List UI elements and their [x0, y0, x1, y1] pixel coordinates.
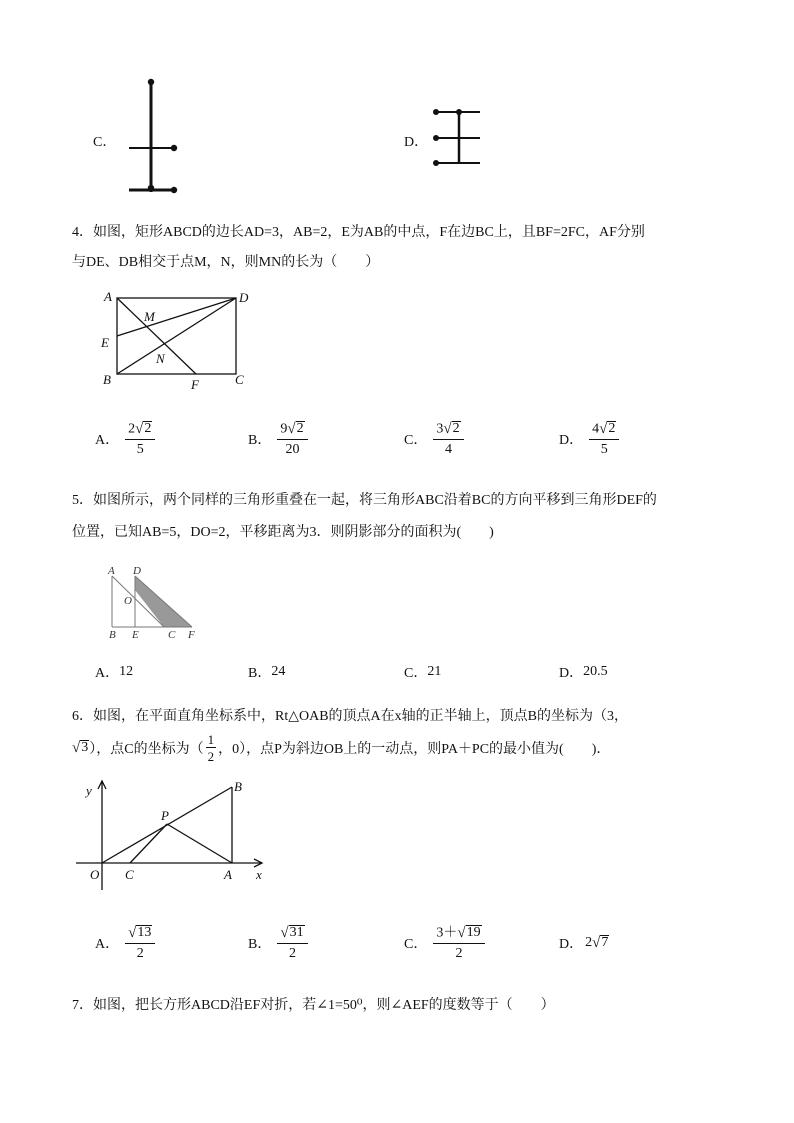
q6-half-fraction: $\frac{1}{2}$ — [207, 732, 215, 764]
q5-option-c[interactable]: C． 21 — [404, 664, 442, 681]
q4-option-d[interactable]: D． 4 √ 2 5 — [559, 421, 619, 457]
q6-label-a: A — [224, 867, 232, 882]
q5-label-o: O — [124, 595, 132, 607]
q5-option-d[interactable]: D． 20.5 — [559, 664, 608, 681]
q3-option-c-figure — [120, 76, 190, 198]
q4-question-line-2: 与DE、DB相交于点M，N，则MN的长为（ ） — [72, 255, 380, 270]
q5-question-line-2: 位置，已知AB=5，DO=2，平移距离为3．则阴影部分的面积为( ) — [72, 525, 494, 540]
q4-label-e: E — [101, 335, 109, 350]
q5-label-d: D — [133, 565, 141, 577]
q6-coordinate-figure — [72, 775, 272, 895]
q6-sqrt3: √ 3 — [72, 739, 89, 756]
q6-option-d[interactable]: D． 2 √ 7 — [559, 934, 609, 952]
q5-label-f: F — [188, 629, 195, 641]
q7-question-line-1: 7．如图，把长方形ABCD沿EF对折，若∠1=50⁰，则∠AEF的度数等于（ ） — [72, 998, 555, 1013]
q4-label-m: M — [144, 309, 155, 324]
q5-label-b: B — [109, 629, 116, 641]
q3-option-c-label[interactable]: C． — [93, 135, 117, 150]
q6-label-b: B — [234, 779, 242, 794]
q4-option-a[interactable]: A． 2 √ 2 5 — [95, 421, 155, 457]
q5-question-line-1: 5．如图所示，两个同样的三角形重叠在一起，将三角形ABC沿着BC的方向平移到三角形DEF的 — [72, 493, 657, 508]
q5-option-b[interactable]: B． 24 — [248, 664, 286, 681]
q5-label-c: C — [168, 629, 176, 641]
q3-option-d-label[interactable]: D． — [404, 135, 429, 150]
q6-label-c: C — [125, 867, 134, 882]
q6-label-o: O — [90, 867, 100, 882]
q5-label-a: A — [108, 565, 115, 577]
q4-label-a: A — [104, 289, 112, 304]
q4-label-n: N — [156, 351, 165, 366]
q5-label-e: E — [132, 629, 139, 641]
q4-label-b: B — [103, 372, 111, 387]
q4-label-c: C — [235, 372, 244, 387]
q5-option-a[interactable]: A． 12 — [95, 664, 134, 681]
q6-label-y: y — [86, 783, 92, 798]
q6-question-line-2: √ 3 ），点C的坐标为（ $\frac{1}{2}$ ，0），点P为斜边OB上的一动点，则PA＋PC的最小值为( )． — [72, 732, 611, 764]
q6-label-x: x — [256, 867, 262, 882]
q4-option-c[interactable]: C． 3 √ 2 4 — [404, 421, 464, 457]
q4-rectangle-figure — [95, 284, 265, 392]
q5-triangles-figure — [100, 562, 210, 642]
q6-option-b[interactable]: B． √ 31 2 — [248, 925, 308, 961]
q6-question-line-1: 6．如图，在平面直角坐标系中，Rt△OAB的顶点A在x轴的正半轴上，顶点B的坐标为（3， — [72, 709, 628, 724]
q6-option-c[interactable]: C． 3＋ √ 19 2 — [404, 925, 485, 961]
q4-option-b[interactable]: B． 9 √ 2 20 — [248, 421, 308, 457]
q4-label-f: F — [191, 377, 199, 392]
q3-option-d-figure — [428, 100, 488, 170]
q4-question-line-1: 4．如图，矩形ABCD的边长AD=3，AB=2，E为AB的中点，F在边BC上，且BF=2FC，AF分别 — [72, 225, 645, 240]
q6-option-a[interactable]: A． √ 13 2 — [95, 925, 155, 961]
q6-label-p: P — [161, 808, 169, 823]
q4-label-d: D — [239, 290, 249, 305]
